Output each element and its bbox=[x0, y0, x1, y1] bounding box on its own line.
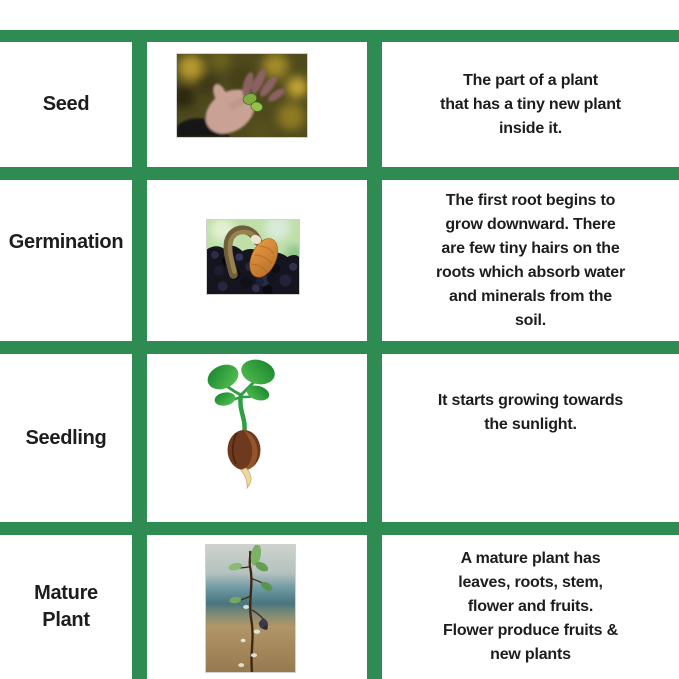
description-line: inside it. bbox=[499, 119, 562, 137]
stage-label-text: Plant bbox=[42, 609, 90, 631]
label-cell-seed bbox=[0, 42, 132, 167]
stage-label-text: Seed bbox=[42, 93, 90, 115]
seedling-illustration bbox=[201, 359, 288, 490]
desc-cell-germination bbox=[382, 180, 679, 341]
label-cell-germination bbox=[0, 180, 132, 341]
description-line: are few tiny hairs on the bbox=[441, 239, 620, 257]
stage-label-germination bbox=[9, 229, 124, 256]
stage-label-text: Seedling bbox=[25, 426, 107, 449]
description-line: roots which absorb water bbox=[435, 263, 625, 281]
description-line: The part of a plant bbox=[463, 71, 598, 89]
hand-holding-seeds-photo bbox=[176, 53, 308, 138]
stage-label-seed bbox=[43, 91, 90, 118]
description-line: grow downward. There bbox=[445, 215, 616, 233]
label-cell-seedling bbox=[0, 354, 132, 522]
image-cell-seedling bbox=[147, 354, 367, 522]
description-line: Flower produce fruits & bbox=[443, 622, 618, 639]
description-line: that has a tiny new plant bbox=[440, 95, 621, 113]
growth-stages-table bbox=[0, 30, 679, 679]
label-cell-mature-plant bbox=[0, 535, 132, 679]
germinating-seed-photo bbox=[206, 219, 300, 295]
description-line: leaves, roots, stem, bbox=[458, 574, 603, 591]
stage-description-seedling bbox=[438, 389, 623, 437]
image-cell-mature-plant bbox=[147, 535, 367, 679]
desc-cell-seedling bbox=[382, 354, 679, 522]
stage-label-mature-plant bbox=[34, 580, 98, 634]
description-line: A mature plant has bbox=[460, 550, 601, 567]
young-plant-photo bbox=[205, 544, 296, 673]
desc-cell-seed bbox=[382, 42, 679, 167]
stage-description-mature-plant bbox=[443, 547, 618, 667]
image-cell-germination bbox=[147, 180, 367, 341]
stage-description-seed bbox=[440, 69, 621, 141]
description-line: It starts growing towards bbox=[437, 392, 624, 409]
stage-label-text: Mature bbox=[34, 582, 98, 604]
description-line: new plants bbox=[490, 646, 571, 663]
description-line: The first root begins to bbox=[445, 191, 616, 209]
stage-label-seedling bbox=[26, 425, 107, 452]
description-line: flower and fruits. bbox=[467, 598, 594, 615]
stage-description-germination bbox=[436, 189, 625, 333]
image-cell-seed bbox=[147, 42, 367, 167]
description-line: and minerals from the bbox=[449, 287, 612, 305]
description-line: the sunlight. bbox=[484, 416, 577, 433]
stage-label-text: Germination bbox=[8, 231, 124, 253]
description-line: soil. bbox=[514, 311, 546, 329]
desc-cell-mature-plant bbox=[382, 535, 679, 679]
